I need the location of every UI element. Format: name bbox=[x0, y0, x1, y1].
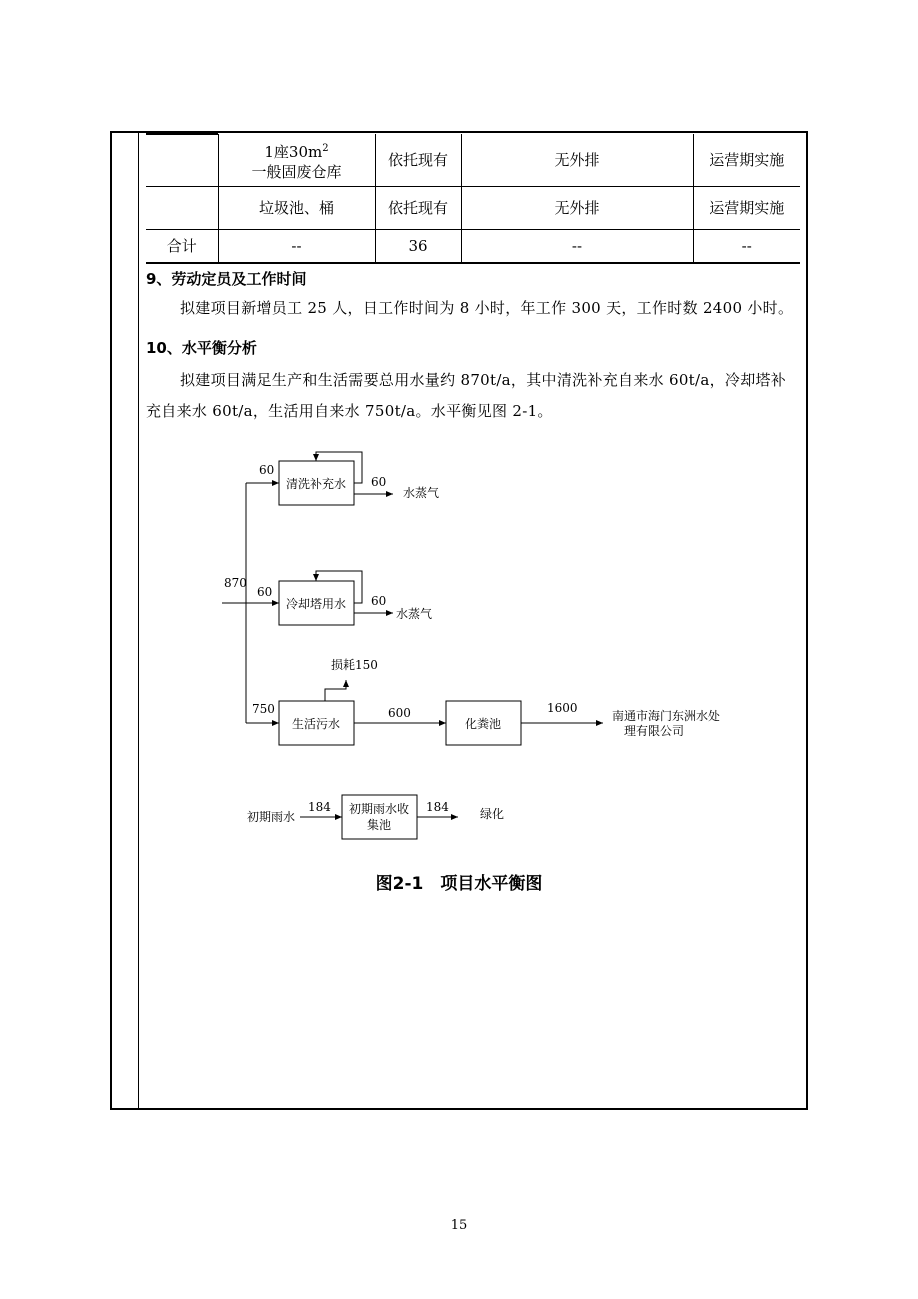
table-cell: 无外排 bbox=[461, 134, 693, 187]
table-cell: 运营期实施 bbox=[693, 134, 800, 187]
page-number: 15 bbox=[450, 1218, 468, 1233]
label-plant-line1: 南通市海门东洲水处 bbox=[612, 709, 721, 723]
arrow-loss bbox=[325, 680, 346, 701]
section-9-heading: 9、劳动定员及工作时间 bbox=[146, 270, 307, 288]
label-septic-out: 1600 bbox=[547, 701, 578, 715]
table-cell: -- bbox=[218, 230, 375, 264]
superscript: 2 bbox=[322, 142, 329, 154]
label-cool-out: 60 bbox=[371, 594, 387, 608]
table-cell: 合计 bbox=[146, 230, 218, 264]
section-10-body: 拟建项目满足生产和生活需要总用水量约 870t/a，其中清洗补充自来水 60t/a，冷却塔补充自来水 60t/a，生活用自来水 750t/a。水平衡见图 2-1。 bbox=[146, 371, 787, 420]
label-rain-src: 初期雨水 bbox=[247, 810, 296, 824]
label-rain-dest: 绿化 bbox=[480, 807, 505, 821]
section-10-heading: 10、水平衡分析 bbox=[146, 339, 257, 357]
table-cell: -- bbox=[693, 230, 800, 264]
table-cell: 垃圾池、桶 bbox=[218, 187, 375, 230]
table-cell: 依托现有 bbox=[375, 134, 461, 187]
label-rain-out: 184 bbox=[426, 800, 449, 814]
table-cell: 运营期实施 bbox=[693, 187, 800, 230]
table-cell: 无外排 bbox=[461, 187, 693, 230]
cell-text: 一般固废仓库 bbox=[251, 162, 342, 181]
label-total-in: 870 bbox=[224, 576, 247, 590]
box-rain-label-1: 初期雨水收 bbox=[348, 802, 410, 816]
box-life-label: 生活污水 bbox=[291, 717, 341, 731]
box-septic-label: 化粪池 bbox=[464, 717, 502, 731]
box-wash-label: 清洗补充水 bbox=[285, 477, 347, 491]
label-life-out: 600 bbox=[388, 706, 411, 720]
table-cell: 36 bbox=[375, 230, 461, 264]
label-cool-dest: 水蒸气 bbox=[396, 607, 433, 621]
label-cool-in: 60 bbox=[257, 585, 273, 599]
label-rain-in: 184 bbox=[308, 800, 331, 814]
label-plant-line2: 理有限公司 bbox=[624, 724, 685, 738]
table-cell: -- bbox=[461, 230, 693, 264]
label-loss: 损耗150 bbox=[331, 658, 378, 672]
box-cool-label: 冷却塔用水 bbox=[285, 597, 347, 611]
label-life-in: 750 bbox=[252, 702, 275, 716]
label-wash-dest: 水蒸气 bbox=[403, 486, 440, 500]
section-9-body: 拟建项目新增员工 25 人，日工作时间为 8 小时，年工作 300 天，工作时数 2400 小时。 bbox=[180, 299, 794, 317]
label-wash-in: 60 bbox=[259, 463, 275, 477]
figure-caption: 图2-1 项目水平衡图 bbox=[375, 874, 543, 894]
table-cell: 依托现有 bbox=[375, 187, 461, 230]
label-wash-out: 60 bbox=[371, 475, 387, 489]
box-rain-label-2: 集池 bbox=[366, 818, 392, 832]
cell-text: 1座30m bbox=[264, 142, 323, 161]
